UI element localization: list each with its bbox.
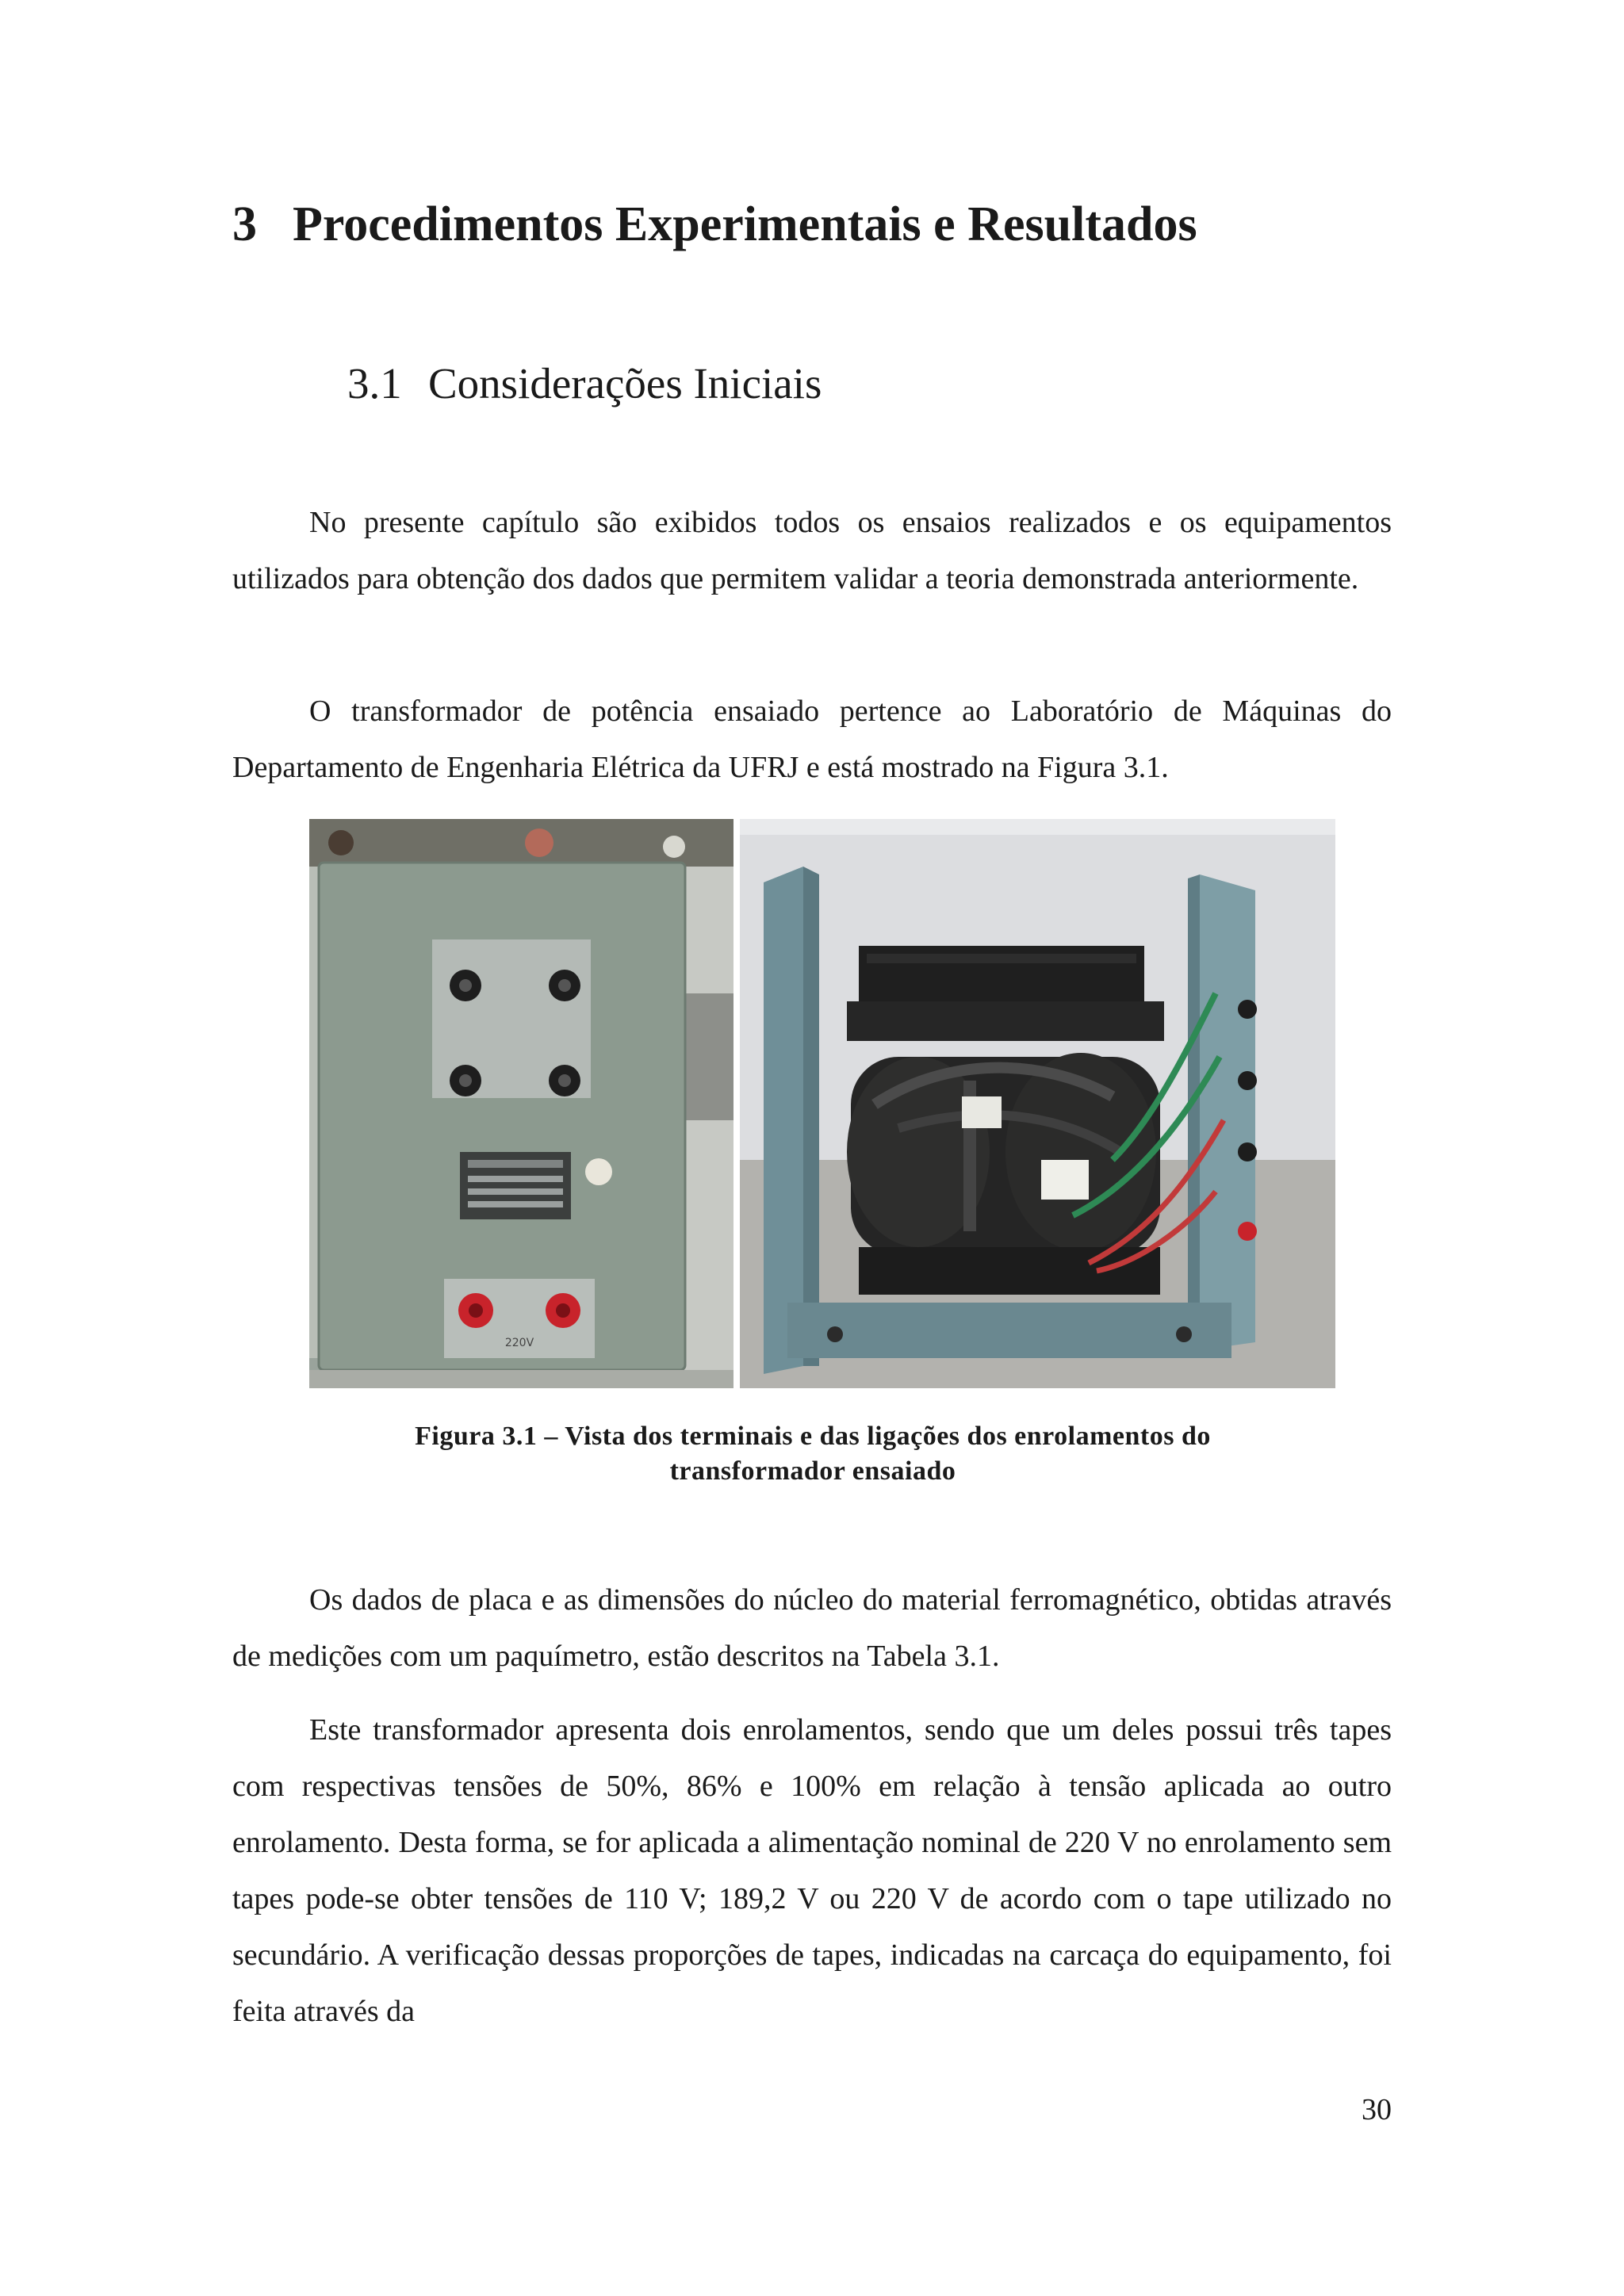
figure-3-1 bbox=[309, 819, 1335, 1388]
body-paragraph-2: O transformador de potência ensaiado pertence ao Laboratório de Máquinas do Departamento de Engenharia Elétrica da UFRJ e está mostrado na Figura 3.1. bbox=[232, 695, 1392, 784]
section-title bbox=[347, 352, 1378, 415]
body-paragraph-4: Este transformador apresenta dois enrolamentos, sendo que um deles possui três tapes com respectivas tensões de 50%, 86% e 100% em relação à tensão aplicada ao outro enrolamento. Desta forma, se for aplicada a alimentação nominal de 220 V no enrolamento sem tapes pode-se obter tensões de 110 V; 189,2 V ou 220 V de acordo com o tape utilizado no secundário. A verificação dessas proporções de tapes, indicadas na carcaça do equipamento, foi feita através da bbox=[232, 1713, 1392, 2028]
section-number: 3.1 bbox=[347, 359, 402, 408]
chapter-title-text: Procedimentos Experimentais e Resultados bbox=[293, 197, 1197, 251]
body-paragraph-3: Os dados de placa e as dimensões do núcleo do material ferromagnético, obtidas através de medições com um paquímetro, estão descritos na Tabela 3.1. bbox=[232, 1583, 1392, 1673]
page-number: 30 bbox=[1362, 2093, 1392, 2126]
chapter-number: 3 bbox=[232, 197, 257, 251]
section-title-text: Considerações Iniciais bbox=[428, 359, 822, 408]
figure-caption bbox=[349, 1419, 1277, 1489]
figure-caption-line-1: Figura 3.1 – Vista dos terminais e das ligações dos enrolamentos do bbox=[415, 1422, 1211, 1451]
figure-caption-line-2: transformador ensaiado bbox=[669, 1456, 956, 1486]
body-paragraph-1: No presente capítulo são exibidos todos os ensaios realizados e os equipamentos utilizados para obtenção dos dados que permitem validar a teoria demonstrada anteriormente. bbox=[232, 506, 1392, 595]
chapter-title bbox=[232, 189, 1390, 260]
photo-left-label: 220V bbox=[504, 1337, 534, 1349]
transformer-windings-photo bbox=[740, 819, 1335, 1388]
transformer-front-photo bbox=[309, 819, 733, 1388]
